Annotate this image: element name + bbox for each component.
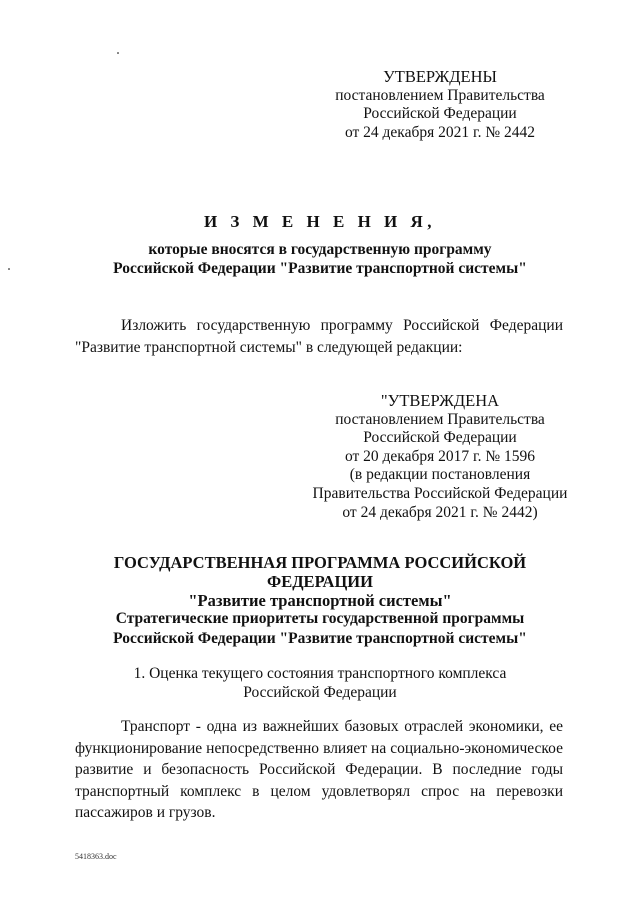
scan-speck — [8, 268, 10, 270]
priorities-title-line: Российской Федерации "Развитие транспортной системы" — [113, 629, 527, 647]
approval-line: постановлением Правительства — [335, 410, 545, 428]
priorities-title-line: Стратегические приоритеты государственной программы — [115, 610, 525, 627]
approval-line: от 24 декабря 2021 г. № 2442) — [342, 503, 538, 521]
approval-heading: УТВЕРЖДЕНЫ — [383, 67, 497, 86]
program-title — [70, 553, 570, 610]
changes-subtitle — [60, 241, 580, 278]
approval-stamp-program — [290, 392, 590, 522]
program-title-line: ГОСУДАРСТВЕННАЯ ПРОГРАММА РОССИЙСКОЙ ФЕДЕРАЦИИ — [113, 553, 527, 591]
approval-line: от 24 декабря 2021 г. № 2442 — [344, 123, 536, 141]
document-id: 5418363.doc — [75, 852, 117, 861]
priorities-title — [60, 609, 580, 648]
scan-speck — [117, 52, 119, 54]
approval-line: (в редакции постановления — [349, 466, 531, 484]
changes-subtitle-line: которые вносятся в государственную программу — [148, 241, 492, 258]
section-heading — [60, 664, 580, 702]
changes-subtitle-line: Российской Федерации "Развитие транспортной системы" — [113, 259, 527, 277]
body-paragraph: Транспорт - одна из важнейших базовых отраслей экономики, ее функционирование непосредственно влияет на социально-экономическое развитие и безопасность Российской Федерации. В последние годы транспортный комплекс в целом удовлетворял спрос на перевозки пассажиров и грузов. — [75, 718, 563, 821]
approval-line: от 20 декабря 2017 г. № 1596 — [344, 447, 536, 465]
approval-line: Российской Федерации — [363, 105, 517, 123]
section-heading-line: 1. Оценка текущего состояния транспортного комплекса — [133, 665, 507, 682]
program-title-line: "Развитие транспортной системы" — [188, 591, 452, 610]
section-heading-line: Российской Федерации — [243, 684, 397, 701]
approval-line: Российской Федерации — [363, 429, 517, 447]
approval-line: постановлением Правительства — [335, 86, 545, 104]
intro-paragraph: Изложить государственную программу Российской Федерации "Развитие транспортной системы" в следующей редакции: — [75, 317, 563, 356]
changes-title: И З М Е Н Е Н И Я, — [203, 212, 437, 231]
approval-stamp-top — [300, 68, 580, 142]
approval-line: Правительства Российской Федерации — [312, 484, 568, 502]
approval-heading: "УТВЕРЖДЕНА — [380, 391, 500, 410]
